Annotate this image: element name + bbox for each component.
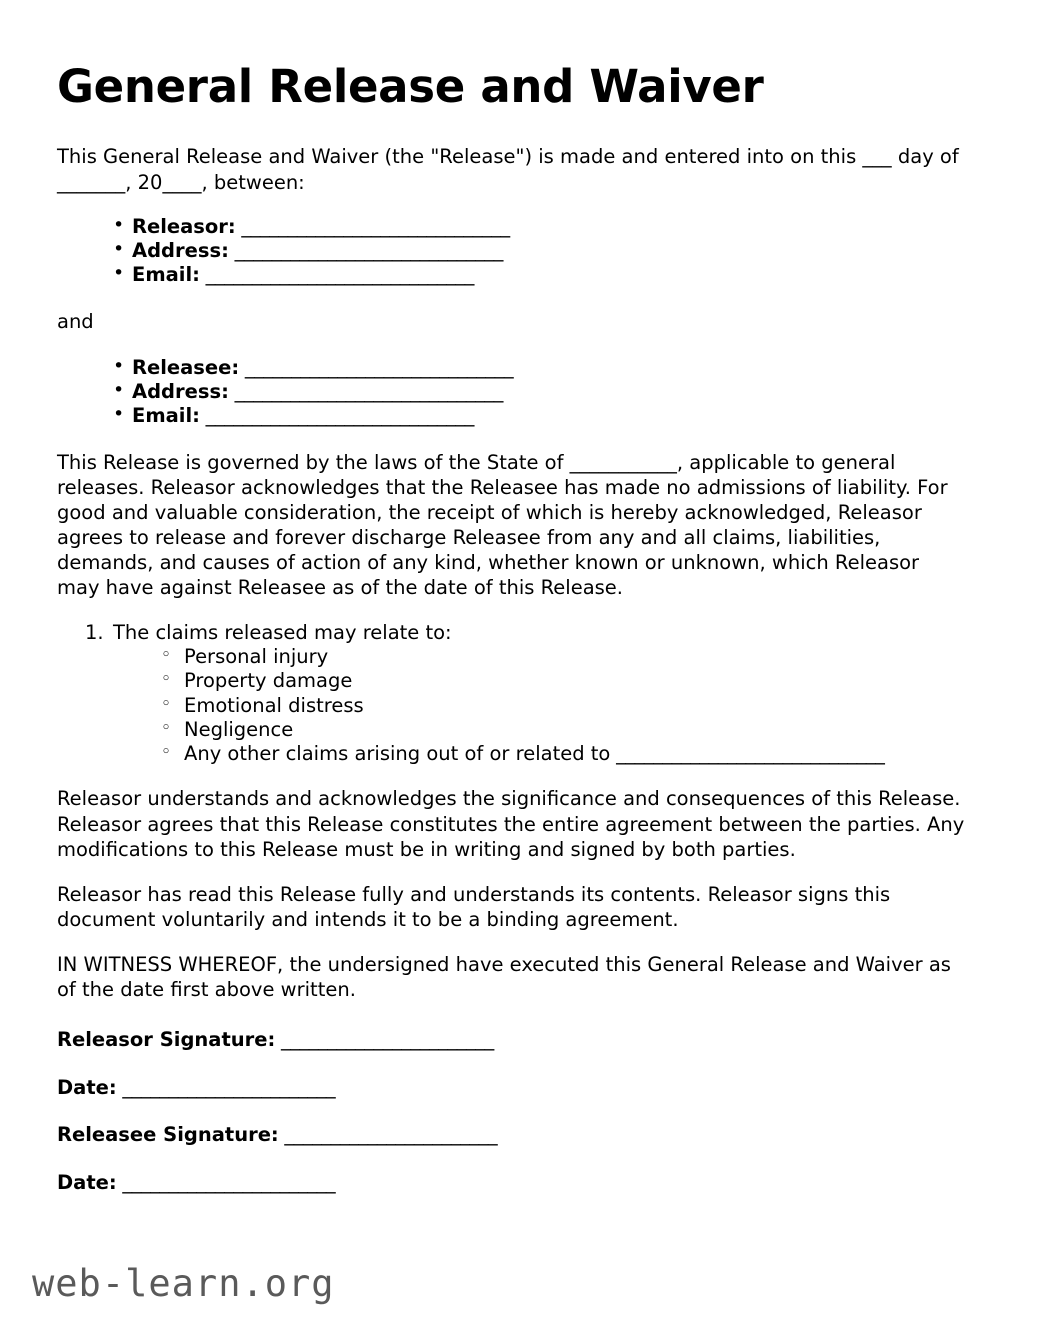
party-separator: and xyxy=(57,309,94,333)
releasor-email-label: Email: xyxy=(132,262,200,286)
claims-numbered-list xyxy=(57,621,965,767)
releasee-signature-row xyxy=(57,1123,965,1146)
list-item xyxy=(161,645,965,669)
list-item xyxy=(85,621,965,767)
claim-label: Personal injury xyxy=(184,645,329,669)
intro-paragraph: This General Release and Waiver (the "Release") is made and entered into on this ___ day of _______, 20____, between: xyxy=(57,145,959,194)
claim-label: Property damage xyxy=(184,669,353,693)
list-item xyxy=(113,356,965,380)
releasor-email-blank: _____________________________ xyxy=(199,262,474,286)
claims-sub-list xyxy=(113,645,965,766)
list-item xyxy=(113,380,965,404)
releasor-name-blank: _____________________________ xyxy=(235,214,510,238)
releasee-address-blank: _____________________________ xyxy=(228,379,503,403)
acknowledgement-paragraph: Releasor understands and acknowledges the significance and consequences of this Release. Releasor agrees that this Release constitutes the entire agreement between the parties. Any modifications to this Release must be in writing and signed by both parties. xyxy=(57,787,965,861)
releasee-signature-label: Releasee Signature: xyxy=(57,1123,279,1147)
releasee-name-blank: _____________________________ xyxy=(239,355,514,379)
claim-blank: _____________________________ xyxy=(610,742,885,766)
releasee-name-label: Releasee: xyxy=(132,355,240,379)
list-item xyxy=(161,718,965,742)
releasor-address-label: Address: xyxy=(132,238,229,262)
list-item xyxy=(161,669,965,693)
releasor-signature-blank: _______________________ xyxy=(275,1028,494,1052)
releasee-date-blank: _______________________ xyxy=(116,1170,336,1194)
claim-label: Any other claims arising out of or related to xyxy=(184,742,611,766)
releasee-email-label: Email: xyxy=(132,403,200,427)
list-item xyxy=(161,742,965,766)
claims-heading: The claims released may relate to: xyxy=(113,620,452,644)
releasor-address-blank: _____________________________ xyxy=(228,238,503,262)
claim-label: Negligence xyxy=(184,717,294,741)
releasor-date-label: Date: xyxy=(57,1075,117,1099)
releasor-signature-label: Releasor Signature: xyxy=(57,1028,276,1052)
releasee-signature-blank: _______________________ xyxy=(278,1123,498,1147)
releasee-date-label: Date: xyxy=(57,1170,117,1194)
claim-label: Emotional distress xyxy=(184,693,364,717)
releasor-name-label: Releasor: xyxy=(132,214,236,238)
releasor-party-list xyxy=(57,215,965,287)
signature-block xyxy=(57,1028,965,1194)
list-item xyxy=(113,215,965,239)
site-watermark: web-learn.org xyxy=(32,1262,335,1305)
releasee-email-blank: _____________________________ xyxy=(199,403,474,427)
releasor-signature-row xyxy=(57,1028,965,1051)
releasor-date-blank: _______________________ xyxy=(116,1075,336,1099)
releasee-address-label: Address: xyxy=(132,379,229,403)
list-item xyxy=(113,239,965,263)
releasee-date-row xyxy=(57,1171,965,1194)
governing-law-paragraph: This Release is governed by the laws of the State of ___________, applicable to general releases. Releasor acknowledges that the Releasee has made no admissions of liability. For good and valuable consideration, the receipt of which is hereby acknowledged, Releasor agrees to release and forever discharge Releasee from any and all claims, liabilities, demands, and causes of action of any kind, whether known or unknown, which Releasor may have against Releasee as of the date of this Release. xyxy=(57,450,948,600)
list-item xyxy=(161,694,965,718)
releasor-date-row xyxy=(57,1076,965,1099)
releasee-party-list xyxy=(57,356,965,428)
witness-paragraph: IN WITNESS WHEREOF, the undersigned have executed this General Release and Waiver as of the date first above written. xyxy=(57,953,951,1002)
page-title: General Release and Waiver xyxy=(57,60,764,113)
list-item xyxy=(113,263,965,287)
list-item xyxy=(113,404,965,428)
voluntary-paragraph: Releasor has read this Release fully and understands its contents. Releasor signs this document voluntarily and intends it to be a binding agreement. xyxy=(57,882,891,932)
